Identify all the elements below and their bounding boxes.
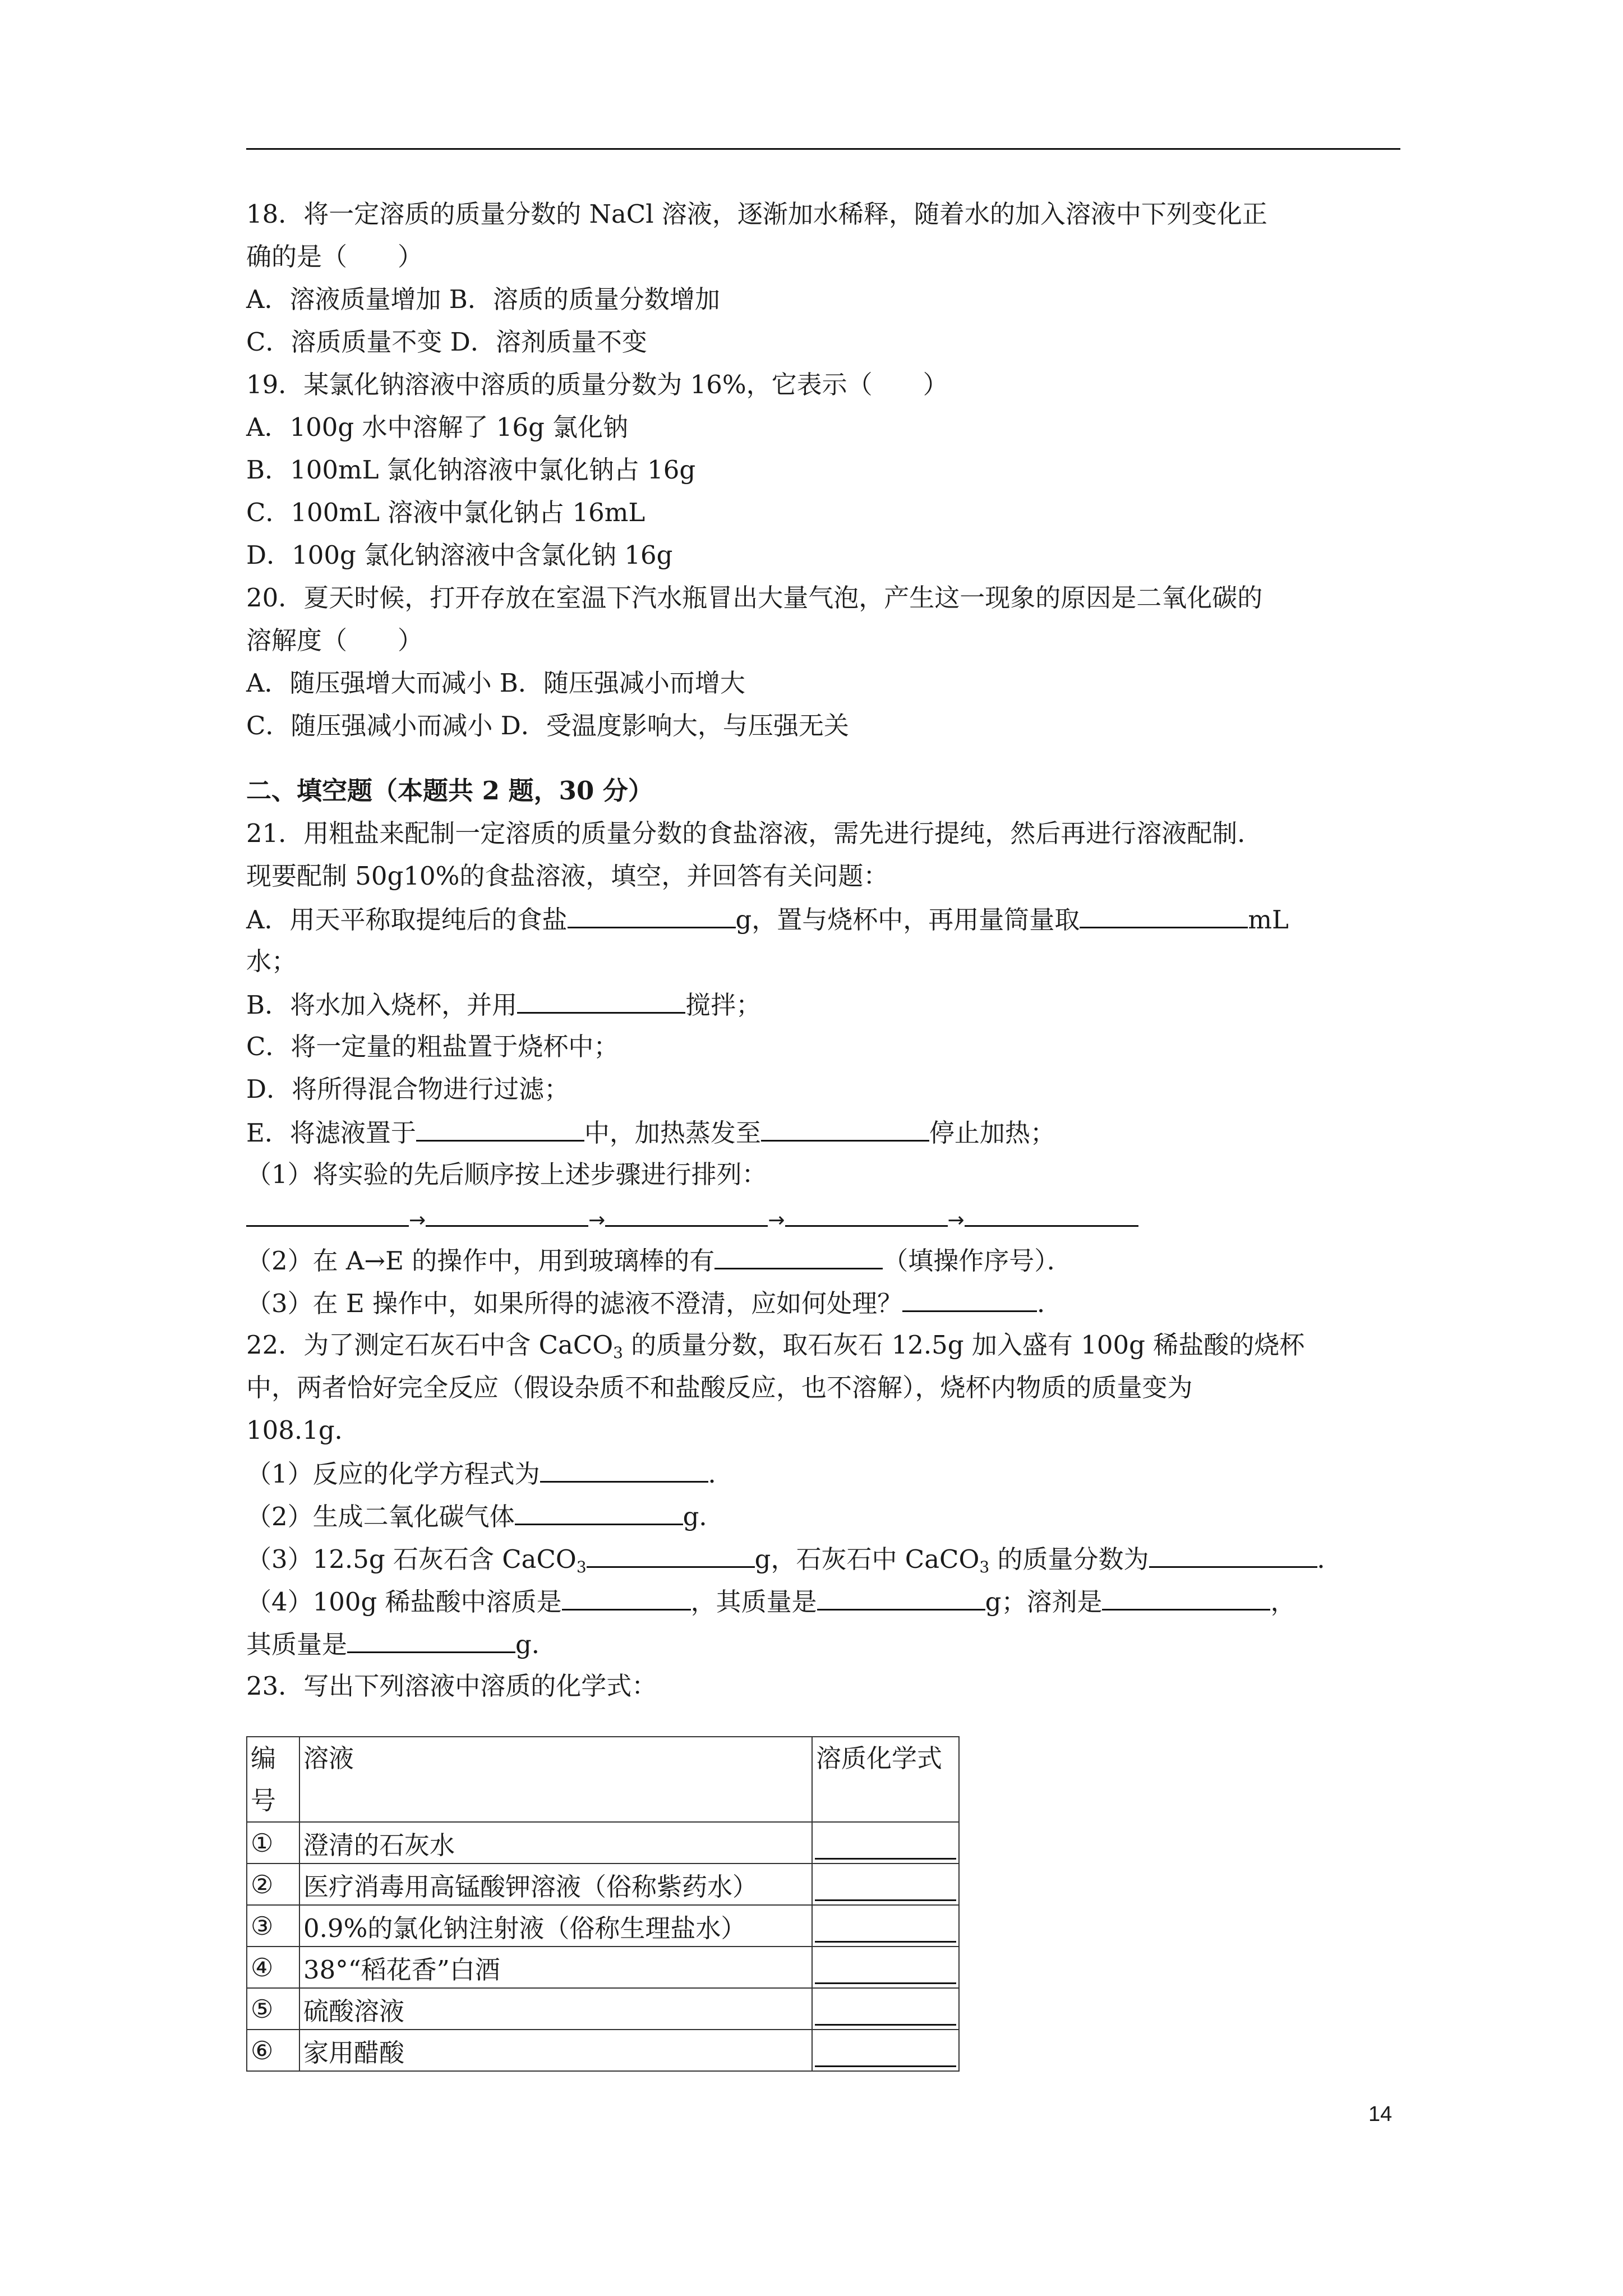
answer-blank[interactable] [347, 1622, 515, 1653]
answer-blank[interactable] [965, 1196, 1138, 1227]
subscript: 3 [613, 1343, 623, 1362]
answer-blank[interactable] [246, 1196, 409, 1227]
answer-blank[interactable] [902, 1281, 1037, 1312]
header-rule [246, 148, 1400, 150]
q22-s1-text-2: ． [708, 1459, 734, 1489]
answer-blank[interactable] [562, 1580, 691, 1611]
q22-stem-line-2: 中，两者恰好完全反应（假设杂质不和盐酸反应，也不溶解），烧杯内物质的质量变为 [246, 1373, 1193, 1402]
subscript: 3 [576, 1558, 587, 1576]
q19-option-a: A．100g 水中溶解了 16g 氯化钠 [246, 412, 629, 442]
row-solution: 家用醋酸 [299, 2030, 812, 2071]
q21-step-a-cont: 水； [246, 946, 297, 976]
q22-stem-text-2: 的质量分数，取石灰石 12.5g 加入盛有 100g 稀盐酸的烧杯 [623, 1330, 1305, 1360]
arrow-icon: → [588, 1209, 606, 1232]
row-solution: 硫酸溶液 [299, 1988, 812, 2030]
q18-stem-line-2: 确的是（ ） [246, 242, 423, 272]
q21-a-text-3: mL [1248, 905, 1289, 935]
q21-s3-text-1: （3）在 E 操作中，如果所得的滤液不澄清，应如何处理？ [246, 1289, 903, 1318]
arrow-icon: → [409, 1209, 426, 1232]
q21-b-text-2: 搅拌； [685, 990, 762, 1020]
q22-sub-2 [246, 1494, 1400, 1537]
q21-step-a [246, 898, 1400, 940]
formula-answer-cell[interactable] [812, 1947, 959, 1988]
page-content [246, 193, 1400, 1708]
table-row [247, 1822, 959, 1864]
q22-stem-line-1 [246, 1324, 1400, 1366]
q21-s2-text-2: （填操作序号）． [883, 1246, 1072, 1276]
header-formula: 溶质化学式 [812, 1737, 959, 1822]
q21-b-text-1: B．将水加入烧杯，并用 [246, 990, 518, 1020]
answer-blank[interactable] [1149, 1537, 1317, 1568]
q22-s2-text-2: g． [683, 1502, 725, 1531]
formula-answer-cell[interactable] [812, 1905, 959, 1947]
q18-options-cd: C．溶质质量不变 D．溶剂质量不变 [246, 327, 647, 357]
q21-step-b [246, 983, 1400, 1025]
q19-option-d: D．100g 氯化钠溶液中含氯化钠 16g [246, 540, 673, 570]
header-number: 编号 [247, 1737, 299, 1822]
answer-blank[interactable] [785, 1196, 948, 1227]
table-row [247, 1905, 959, 1947]
row-solution: 医疗消毒用高锰酸钾溶液（俗称紫药水） [299, 1864, 812, 1905]
q22-s4-text-4: ， [1270, 1587, 1296, 1617]
q22-s4-text-1: （4）100g 稀盐酸中溶质是 [246, 1587, 562, 1617]
q21-step-d: D．将所得混合物进行过滤； [246, 1074, 570, 1104]
row-number: ③ [247, 1905, 299, 1947]
formula-answer-cell[interactable] [812, 2030, 959, 2071]
answer-blank[interactable] [568, 898, 736, 928]
answer-blank[interactable] [515, 1494, 683, 1525]
answer-blank[interactable] [416, 1111, 584, 1142]
q22-sub-1 [246, 1452, 1400, 1494]
q21-sub-3 [246, 1281, 1400, 1324]
formula-answer-cell[interactable] [812, 1988, 959, 2030]
q19-option-b: B．100mL 氯化钠溶液中氯化钠占 16g [246, 455, 696, 485]
q22-s2-text-1: （2）生成二氧化碳气体 [246, 1502, 515, 1531]
q22-sub-4 [246, 1580, 1400, 1622]
row-solution: 澄清的石灰水 [299, 1822, 812, 1864]
q21-order-blanks [246, 1196, 1400, 1239]
q22-s4-text-3: g；溶剂是 [985, 1587, 1103, 1617]
q22-sub-3 [246, 1537, 1400, 1580]
q21-s2-text-1: （2）在 A→E 的操作中，用到玻璃棒的有 [246, 1246, 715, 1276]
table-row [247, 1864, 959, 1905]
q19-option-c: C．100mL 溶液中氯化钠占 16mL [246, 498, 645, 527]
q21-e-text-2: 中，加热蒸发至 [584, 1118, 761, 1148]
answer-blank[interactable] [587, 1537, 755, 1568]
q21-stem-line-1: 21．用粗盐来配制一定溶质的质量分数的食盐溶液，需先进行提纯，然后再进行溶液配制． [246, 818, 1263, 848]
q22-stem-line-3: 108.1g． [246, 1415, 360, 1445]
section-title: 二、填空题（本题共 2 题，30 分） [246, 776, 653, 806]
answer-blank[interactable] [761, 1111, 929, 1142]
q19-stem: 19．某氯化钠溶液中溶质的质量分数为 16%，它表示（ ） [246, 370, 948, 399]
q22-sub-4-cont [246, 1622, 1400, 1665]
arrow-icon: → [768, 1209, 785, 1232]
q21-e-text-3: 停止加热； [929, 1118, 1055, 1148]
q21-sub-1: （1）将实验的先后顺序按上述步骤进行排列： [246, 1159, 767, 1189]
q22-s3-text-1: （3）12.5g 石灰石含 CaCO [246, 1544, 577, 1574]
answer-blank[interactable] [426, 1196, 588, 1227]
answer-blank[interactable] [540, 1452, 708, 1483]
row-solution: 0.9%的氯化钠注射液（俗称生理盐水） [299, 1905, 812, 1947]
formula-answer-cell[interactable] [812, 1822, 959, 1864]
q21-sub-2 [246, 1239, 1400, 1281]
q22-stem-text-1: 22．为了测定石灰石中含 CaCO [246, 1330, 614, 1360]
q21-step-c: C．将一定量的粗盐置于烧杯中； [246, 1032, 619, 1061]
q22-s4-cont-1: 其质量是 [246, 1630, 348, 1659]
arrow-icon: → [947, 1209, 965, 1232]
subscript: 3 [979, 1558, 990, 1576]
solution-table [246, 1736, 960, 2072]
q22-s4-cont-2: g． [515, 1630, 557, 1659]
answer-blank[interactable] [1102, 1580, 1270, 1611]
row-solution: 38°“稻花香”白酒 [299, 1947, 812, 1988]
row-number: ⑥ [247, 2030, 299, 2071]
answer-blank[interactable] [605, 1196, 768, 1227]
q22-s3-text-4: ． [1317, 1544, 1343, 1574]
q20-stem-line-1: 20．夏天时候，打开存放在室温下汽水瓶冒出大量气泡，产生这一现象的原因是二氧化碳的 [246, 583, 1263, 613]
q22-s4-text-2: ，其质量是 [690, 1587, 817, 1617]
q21-s3-text-2: ． [1037, 1289, 1063, 1318]
answer-blank[interactable] [517, 983, 685, 1014]
row-number: ④ [247, 1947, 299, 1988]
table-row [247, 1947, 959, 1988]
q18-stem-line-1: 18．将一定溶质的质量分数的 NaCl 溶液，逐渐加水稀释，随着水的加入溶液中下列变化正 [246, 199, 1267, 229]
q21-step-e [246, 1111, 1400, 1153]
q22-s3-text-3: 的质量分数为 [989, 1544, 1149, 1574]
row-number: ⑤ [247, 1988, 299, 2030]
q20-options-cd: C．随压强减小而减小 D．受温度影响大，与压强无关 [246, 711, 849, 740]
q21-a-text-1: A．用天平称取提纯后的食盐 [246, 905, 568, 935]
row-number: ② [247, 1864, 299, 1905]
q18-options-ab: A．溶液质量增加 B．溶质的质量分数增加 [246, 284, 720, 314]
table-row [247, 1988, 959, 2030]
answer-blank[interactable] [817, 1580, 985, 1611]
row-number: ① [247, 1822, 299, 1864]
q21-e-text-1: E．将滤液置于 [246, 1118, 416, 1148]
table-header-row [247, 1737, 959, 1822]
answer-blank[interactable] [1080, 898, 1248, 928]
q20-options-ab: A．随压强增大而减小 B．随压强减小而增大 [246, 668, 745, 698]
q23-stem: 23．写出下列溶液中溶质的化学式： [246, 1671, 657, 1701]
table-row [247, 2030, 959, 2071]
q22-s1-text-1: （1）反应的化学方程式为 [246, 1459, 540, 1489]
page-number: 14 [1368, 2102, 1393, 2126]
header-solution: 溶液 [299, 1737, 812, 1822]
q20-stem-line-2: 溶解度（ ） [246, 625, 423, 655]
q21-a-text-2: g，置与烧杯中，再用量筒量取 [735, 905, 1080, 935]
q21-stem-line-2: 现要配制 50g10%的食盐溶液，填空，并回答有关问题： [246, 861, 889, 891]
q22-s3-text-2: g，石灰石中 CaCO [754, 1544, 980, 1574]
answer-blank[interactable] [714, 1239, 883, 1269]
formula-answer-cell[interactable] [812, 1864, 959, 1905]
